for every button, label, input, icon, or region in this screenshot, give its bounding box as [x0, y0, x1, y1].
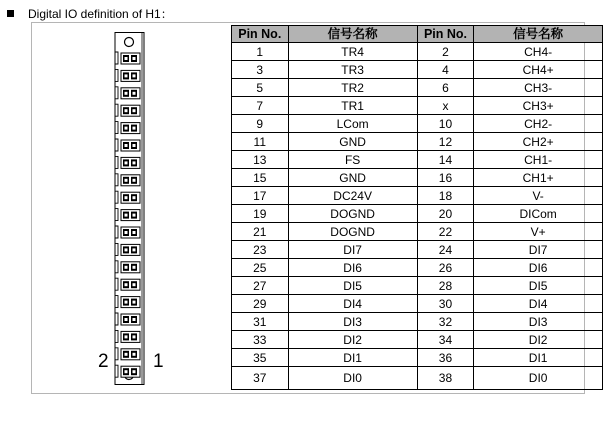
- cell-signal-left: DI1: [288, 349, 417, 367]
- cell-pin-right: 12: [417, 133, 474, 151]
- cell-pin-right: 10: [417, 115, 474, 133]
- cell-signal-right: CH1+: [474, 169, 603, 187]
- cell-pin-right: 26: [417, 259, 474, 277]
- cell-pin-left: 21: [232, 223, 289, 241]
- cell-pin-right: 24: [417, 241, 474, 259]
- terminal-contact: [115, 296, 140, 308]
- cell-signal-right: DI0: [474, 367, 603, 390]
- cell-signal-left: DI0: [288, 367, 417, 390]
- table-row: [232, 43, 603, 61]
- terminal-contact: [115, 104, 140, 116]
- terminal-contact: [115, 87, 140, 99]
- cell-signal-right: CH1-: [474, 151, 603, 169]
- cell-pin-left: 1: [232, 43, 289, 61]
- cell-pin-right: 14: [417, 151, 474, 169]
- cell-pin-left: 19: [232, 205, 289, 223]
- cell-pin-left: 27: [232, 277, 289, 295]
- cell-signal-right: DI5: [474, 277, 603, 295]
- table-row: [232, 151, 603, 169]
- header-pin-no-left: Pin No.: [232, 26, 289, 43]
- cell-pin-right: 36: [417, 349, 474, 367]
- cell-pin-left: 29: [232, 295, 289, 313]
- cell-signal-right: V-: [474, 187, 603, 205]
- table-row: [232, 313, 603, 331]
- cell-signal-right: CH3+: [474, 97, 603, 115]
- pin-label-2: 2: [98, 351, 109, 372]
- bullet-icon: [7, 10, 14, 17]
- cell-signal-right: DI7: [474, 241, 603, 259]
- cell-pin-right: 20: [417, 205, 474, 223]
- cell-signal-left: DI5: [288, 277, 417, 295]
- table-row: [232, 115, 603, 133]
- cell-pin-right: 32: [417, 313, 474, 331]
- cell-signal-left: TR3: [288, 61, 417, 79]
- header-signal-right: 信号名称: [474, 26, 603, 43]
- table-row: [232, 169, 603, 187]
- cell-signal-left: DI4: [288, 295, 417, 313]
- cell-signal-right: DI1: [474, 349, 603, 367]
- cell-signal-right: V+: [474, 223, 603, 241]
- cell-pin-left: 13: [232, 151, 289, 169]
- cell-signal-left: GND: [288, 169, 417, 187]
- terminal-contact: [115, 226, 140, 238]
- table-row: [232, 79, 603, 97]
- terminal-contact: [115, 191, 140, 203]
- terminal-contact: [115, 330, 140, 342]
- terminal-contact: [115, 69, 140, 81]
- table-row: [232, 241, 603, 259]
- cell-pin-right: 2: [417, 43, 474, 61]
- cell-pin-right: 30: [417, 295, 474, 313]
- cell-signal-right: DI2: [474, 331, 603, 349]
- table-row: [232, 295, 603, 313]
- terminal-contact: [115, 365, 140, 377]
- section-heading: [7, 6, 173, 20]
- cell-pin-left: 25: [232, 259, 289, 277]
- cell-pin-right: 16: [417, 169, 474, 187]
- cell-signal-right: DI6: [474, 259, 603, 277]
- cell-signal-right: DI4: [474, 295, 603, 313]
- pin-label-1: 1: [153, 351, 164, 372]
- terminal-contact: [115, 122, 140, 134]
- cell-pin-left: 23: [232, 241, 289, 259]
- cell-signal-right: DI3: [474, 313, 603, 331]
- cell-pin-left: 3: [232, 61, 289, 79]
- terminal-contact: [115, 243, 140, 255]
- terminal-contact: [115, 209, 140, 221]
- cell-signal-right: CH4+: [474, 61, 603, 79]
- cell-pin-right: 6: [417, 79, 474, 97]
- cell-signal-right: DICom: [474, 205, 603, 223]
- table-row: [232, 97, 603, 115]
- table-header-row: [232, 26, 603, 43]
- cell-pin-right: 28: [417, 277, 474, 295]
- cell-signal-left: DOGND: [288, 205, 417, 223]
- cell-pin-right: 4: [417, 61, 474, 79]
- cell-signal-left: DI6: [288, 259, 417, 277]
- cell-pin-right: 34: [417, 331, 474, 349]
- header-pin-no-right: Pin No.: [417, 26, 474, 43]
- mount-hole-icon: [125, 38, 134, 47]
- terminal-contact: [115, 174, 140, 186]
- connector-diagram: [111, 32, 147, 385]
- cell-signal-left: DI2: [288, 331, 417, 349]
- cell-signal-left: DI3: [288, 313, 417, 331]
- table-row: [232, 259, 603, 277]
- table-row: [232, 187, 603, 205]
- cell-signal-right: CH2+: [474, 133, 603, 151]
- cell-signal-left: DC24V: [288, 187, 417, 205]
- cell-pin-left: 5: [232, 79, 289, 97]
- cell-pin-left: 7: [232, 97, 289, 115]
- cell-signal-right: CH2-: [474, 115, 603, 133]
- cell-pin-right: 22: [417, 223, 474, 241]
- terminal-contact: [115, 313, 140, 325]
- cell-pin-right: 38: [417, 367, 474, 390]
- table-row: [232, 205, 603, 223]
- cell-pin-left: 31: [232, 313, 289, 331]
- cell-pin-left: 9: [232, 115, 289, 133]
- cell-pin-left: 17: [232, 187, 289, 205]
- table-row: [232, 133, 603, 151]
- terminal-contact: [115, 278, 140, 290]
- terminal-contact: [115, 156, 140, 168]
- cell-signal-left: FS: [288, 151, 417, 169]
- pin-table: [231, 25, 603, 390]
- cell-signal-left: GND: [288, 133, 417, 151]
- terminal-contact: [115, 261, 140, 273]
- cell-signal-left: TR4: [288, 43, 417, 61]
- table-row: [232, 349, 603, 367]
- cell-pin-left: 33: [232, 331, 289, 349]
- header-signal-left: 信号名称: [288, 26, 417, 43]
- cell-signal-left: DI7: [288, 241, 417, 259]
- cell-pin-left: 11: [232, 133, 289, 151]
- cell-pin-left: 35: [232, 349, 289, 367]
- terminal-contact: [115, 348, 140, 360]
- cell-pin-left: 37: [232, 367, 289, 390]
- cell-signal-left: TR1: [288, 97, 417, 115]
- cell-pin-right: x: [417, 97, 474, 115]
- terminal-contact: [115, 139, 140, 151]
- cell-signal-right: CH4-: [474, 43, 603, 61]
- table-row: [232, 367, 603, 390]
- table-row: [232, 223, 603, 241]
- cell-pin-right: 18: [417, 187, 474, 205]
- cell-signal-right: CH3-: [474, 79, 603, 97]
- cell-signal-left: TR2: [288, 79, 417, 97]
- cell-signal-left: LCom: [288, 115, 417, 133]
- terminal-contact: [115, 52, 140, 64]
- cell-pin-left: 15: [232, 169, 289, 187]
- table-row: [232, 277, 603, 295]
- cell-signal-left: DOGND: [288, 223, 417, 241]
- table-row: [232, 331, 603, 349]
- heading-text: Digital IO definition of H1：: [28, 6, 173, 21]
- table-row: [232, 61, 603, 79]
